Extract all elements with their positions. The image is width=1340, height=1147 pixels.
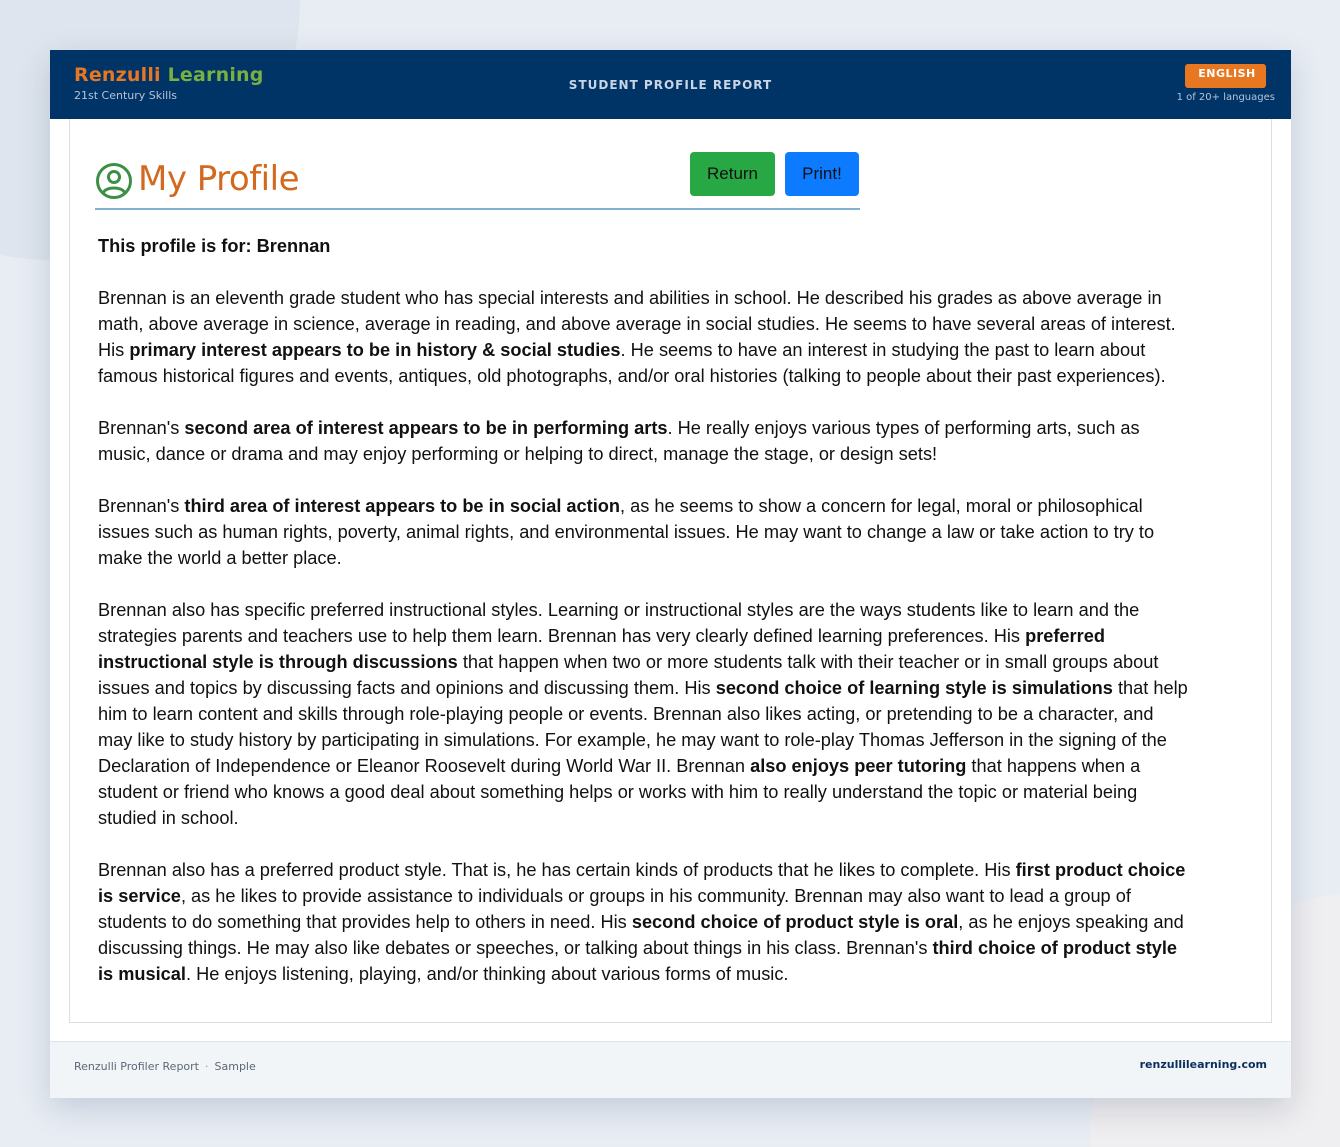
body-text: that happens when a student or friend who knows a good deal about something helps or works with him to really understand the topic or material being studied in school. — [98, 756, 1141, 828]
body-text: that happen when two or more students talk with their teacher or in small groups about issues and topics by discussing facts and opinions and discussing them. His — [98, 652, 1159, 698]
page-title: My Profile — [138, 159, 299, 199]
body-text: , as he enjoys speaking and discussing things. He may also like debates or speeches, or talking about things in his class. Brennan's — [98, 912, 1184, 958]
return-button[interactable]: Return — [690, 152, 775, 196]
profile-paragraph — [98, 597, 1188, 831]
body-text: . He really enjoys various types of performing arts, such as music, dance or drama and may enjoy performing or helping to direct, manage the stage, or design sets! — [98, 418, 1140, 464]
language-selector — [1177, 62, 1275, 103]
language-button[interactable]: ENGLISH — [1185, 64, 1266, 88]
highlight-text: preferred instructional style is through discussions — [98, 626, 1105, 672]
body-text: Brennan's — [98, 418, 185, 438]
profile-paragraphs — [98, 285, 1188, 987]
footer-separator: · — [205, 1060, 209, 1073]
user-circle-icon — [95, 162, 133, 200]
brand-tagline: 21st Century Skills — [74, 89, 178, 102]
profile-header — [95, 149, 860, 210]
body-text: Brennan also has specific preferred instructional styles. Learning or instructional styles are the ways students like to learn and the strategies parents and teachers use to help them learn. Brennan has very clearly defined learning preferences. His — [98, 600, 1140, 646]
highlight-text: third choice of product style is musical — [98, 938, 1178, 984]
highlight-text: primary interest appears to be in history & social studies — [129, 340, 621, 360]
report-title: STUDENT PROFILE REPORT — [568, 78, 773, 92]
body-text: Brennan is an eleventh grade student who has special interests and abilities in school. He described his grades as above average in math, above average in science, average in reading, and above average in social studies. He seems to have several areas of interest. His — [98, 288, 1176, 360]
body-text: , as he seems to show a concern for legal, moral or philosophical issues such as human rights, poverty, animal rights, and environmental issues. He may want to change a law or take action to try to make the world a better place. — [98, 496, 1155, 568]
body-text: . He seems to have an interest in studying the past to learn about famous historical figures and events, antiques, old photographs, and/or oral histories (talking to people about their past experiences). — [98, 340, 1166, 386]
footer-report-name: Renzulli Profiler Report — [74, 1060, 199, 1073]
body-text: Brennan also has a preferred product style. That is, he has certain kinds of products that he likes to complete. His — [98, 860, 1016, 880]
brand-secondary: Learning — [167, 64, 264, 86]
profile-paragraph — [98, 857, 1188, 987]
footer-site-link[interactable]: renzullilearning.com — [1139, 1058, 1267, 1071]
highlight-text: third area of interest appears to be in social action — [184, 496, 620, 516]
body-text: . He enjoys listening, playing, and/or thinking about various forms of music. — [185, 964, 789, 984]
highlight-text: second area of interest appears to be in performing arts — [184, 418, 668, 438]
profile-document — [69, 119, 1272, 1023]
footer-caption — [74, 1060, 256, 1073]
body-text: Brennan's — [98, 496, 185, 516]
body-text: , as he likes to provide assistance to individuals or groups in his community. Brennan may also want to lead a group of students to do something that provides help to others in need. His — [98, 886, 1131, 932]
top-bar — [50, 50, 1291, 119]
highlight-text: second choice of learning style is simulations — [715, 678, 1113, 698]
report-frame — [50, 50, 1291, 1098]
profile-paragraph — [98, 415, 1188, 467]
highlight-text: second choice of product style is oral — [631, 912, 959, 932]
profile-content — [98, 233, 1188, 1013]
profile-paragraph — [98, 493, 1188, 571]
profile-for-line: This profile is for: Brennan — [98, 236, 331, 256]
print-button[interactable]: Print! — [785, 152, 859, 196]
language-note: 1 of 20+ languages — [1176, 92, 1275, 103]
brand-primary: Renzulli — [74, 64, 161, 86]
highlight-text: first product choice is service — [98, 860, 1186, 906]
body-text: that help him to learn content and skills through role-playing people or events. Brennan also likes acting, or pretending to be a character, and may like to study history by participating in simulations. For example, he may want to role-play Thomas Jefferson in the signing of the Declaration of Independence or Eleanor Roosevelt during World War II. Brennan — [98, 678, 1188, 776]
footer — [50, 1041, 1291, 1098]
profile-paragraph — [98, 285, 1188, 389]
footer-sample-label: Sample — [214, 1060, 256, 1073]
highlight-text: also enjoys peer tutoring — [750, 756, 967, 776]
